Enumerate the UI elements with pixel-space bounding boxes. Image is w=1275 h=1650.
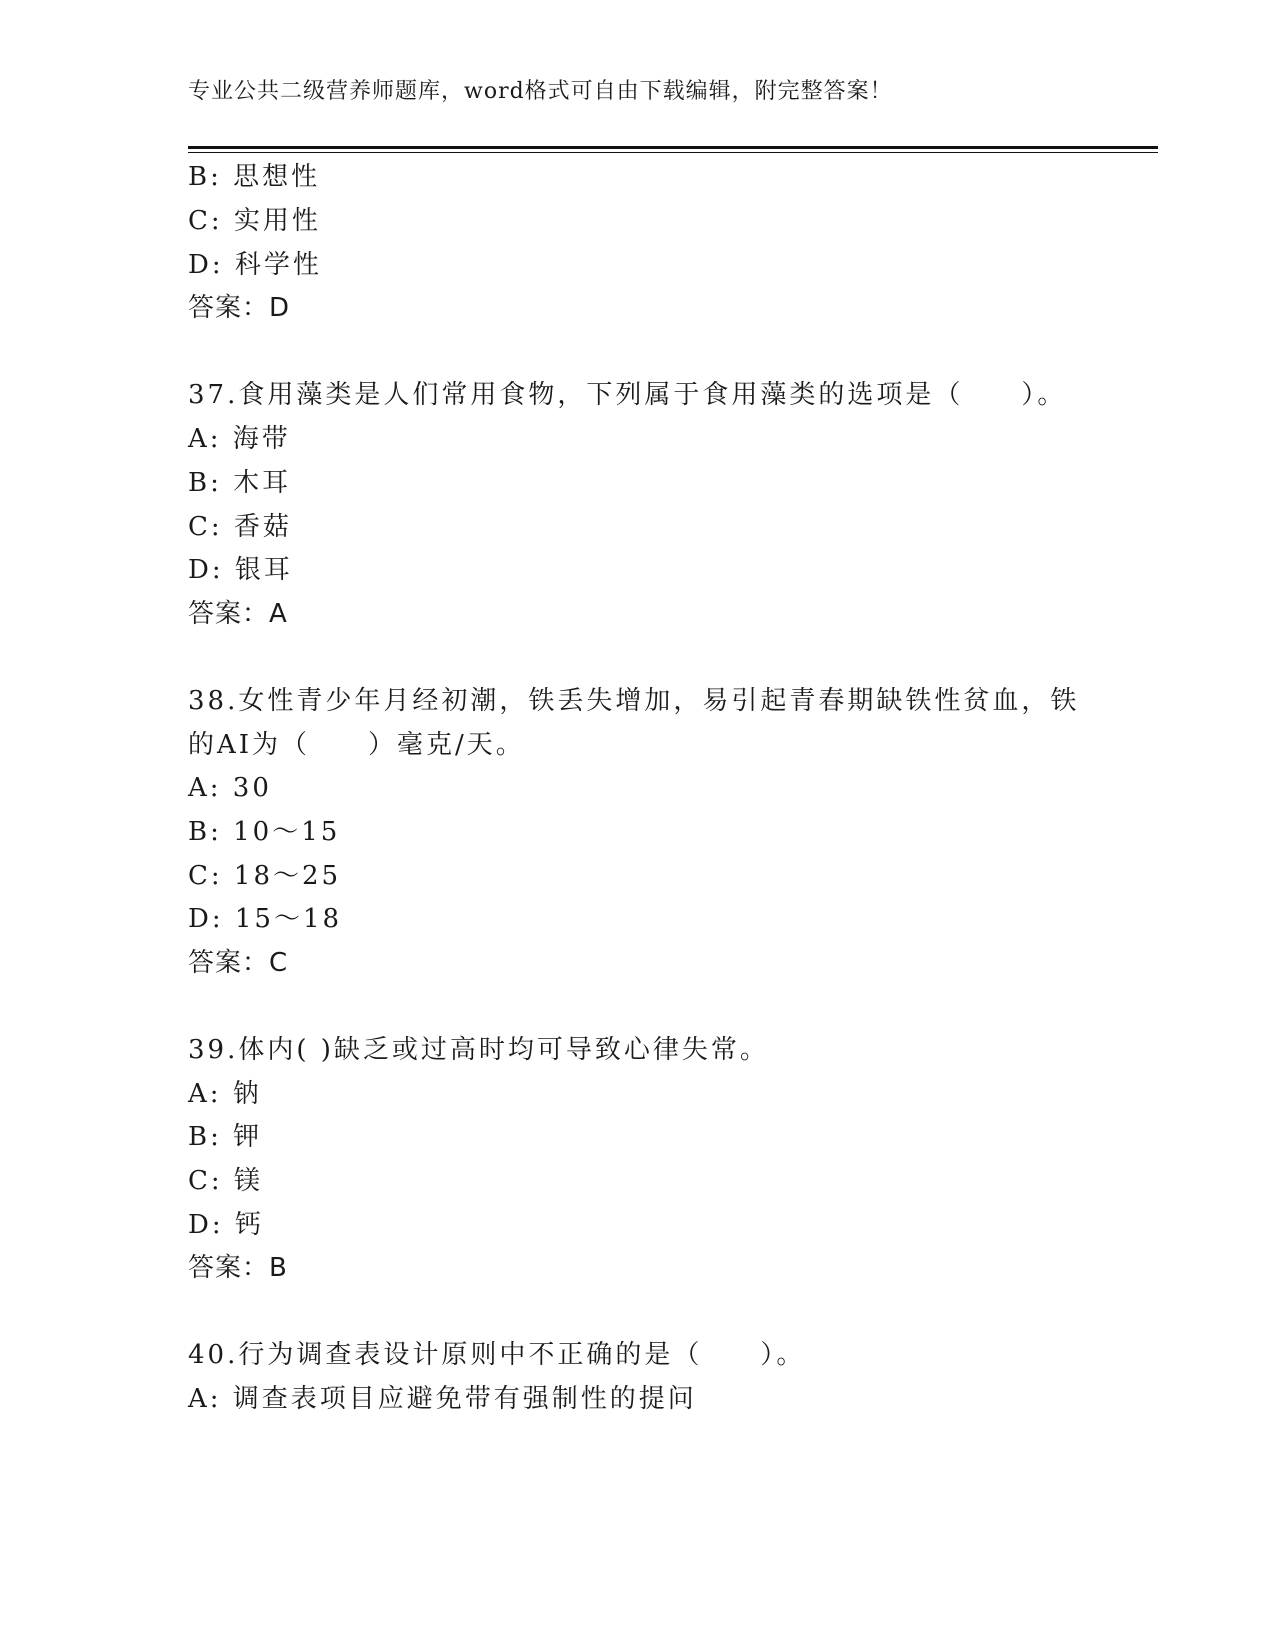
option-c-q36: C: 实用性 [188, 206, 321, 236]
option-c-q38: C: 18～25 [188, 861, 342, 891]
page-header: 专业公共二级营养师题库，word格式可自由下载编辑，附完整答案！ [188, 79, 893, 104]
option-d-q38: D: 15～18 [188, 904, 343, 934]
answer-q36: 答案：D [188, 293, 291, 323]
option-a-q38: A: 30 [188, 773, 272, 803]
header-divider-thin [188, 152, 1158, 153]
option-d-q39: D: 钙 [188, 1210, 264, 1240]
answer-q37: 答案：A [188, 599, 288, 629]
option-c-q39: C: 镁 [188, 1166, 263, 1196]
answer-q39: 答案：B [188, 1253, 288, 1283]
option-d-q37: D: 银耳 [188, 555, 293, 585]
option-a-q39: A: 钠 [188, 1079, 262, 1109]
question-38-line2: 的AI为（ ）毫克/天。 [188, 730, 525, 760]
option-b-q38: B: 10～15 [188, 817, 341, 847]
option-d-q36: D: 科学性 [188, 250, 322, 280]
option-b-q37: B: 木耳 [188, 468, 292, 498]
option-b-q36: B: 思想性 [188, 162, 321, 192]
question-39: 39.体内( )缺乏或过高时均可导致心律失常。 [188, 1035, 769, 1065]
header-divider [188, 146, 1158, 149]
question-38-line1: 38.女性青少年月经初潮，铁丢失增加，易引起青春期缺铁性贫血，铁 [188, 686, 1080, 716]
option-b-q39: B: 钾 [188, 1122, 263, 1152]
answer-q38: 答案：C [188, 948, 289, 978]
question-37: 37.食用藻类是人们常用食物，下列属于食用藻类的选项是（ ）。 [188, 380, 1067, 410]
option-c-q37: C: 香菇 [188, 512, 292, 542]
question-40: 40.行为调查表设计原则中不正确的是（ ）。 [188, 1340, 806, 1370]
option-a-q37: A: 海带 [188, 424, 291, 454]
option-a-q40: A: 调查表项目应避免带有强制性的提问 [188, 1384, 697, 1414]
